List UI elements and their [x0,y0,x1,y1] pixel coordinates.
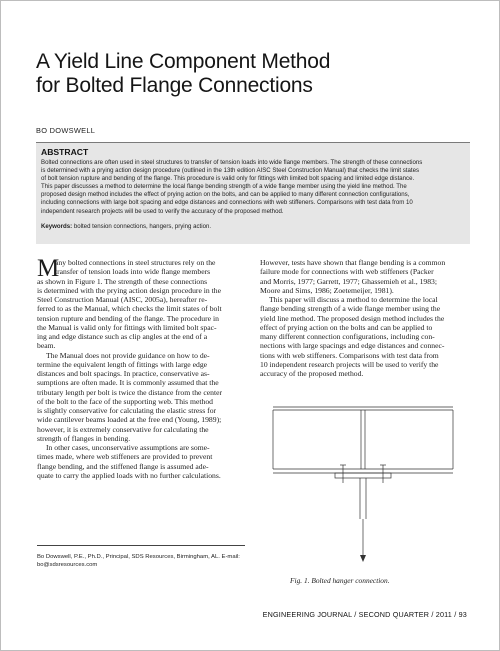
body-line: and Morris, 1977; Garrett, 1977; Ghassemieh et al., 1983; [260,276,437,286]
footnote-divider [37,545,245,546]
body-line: failure mode for connections with web stiffeners (Packer [260,267,434,277]
abstract-line: independent research projects will be used to verify the accuracy of the proposed method. [41,207,284,215]
abstract-line: Bolted connections are often used in steel structures to transfer of tension loads into wide flange members. The strength of these connections [41,159,423,166]
footnote-line: bo@sdsresources.com [37,562,98,568]
author-footnote [37,553,251,569]
body-line: This paper will discuss a method to determine the local [269,295,438,304]
abstract-box [36,142,470,244]
body-line: tributary length per bolt is twice the distance from the center [37,387,223,397]
body-line: strength of flanges in bending. [37,433,131,443]
drop-cap: M [37,255,60,282]
body-line: is slightly conservative for calculating the elastic stress for [37,406,217,415]
body-line: transfer of tension loads into wide flange members [55,267,211,277]
body-line: nections with large spacings and edge distances and connec- [260,341,445,351]
keywords-label: Keywords: [41,223,73,230]
running-footer: ENGINEERING JOURNAL / SECOND QUARTER / 2011 / 93 [262,610,467,619]
body-line: times made, where web stiffeners are provided to prevent [37,452,213,462]
abstract-heading: ABSTRACT [41,147,89,157]
body-line: as shown in Figure 1. The strength of these connections [37,276,208,286]
paper-title-line-2: for Bolted Flange Connections [36,74,313,97]
body-line: In other cases, unconservative assumptions are some- [46,443,210,452]
author-name: BO DOWSWELL [36,126,96,135]
body-column-left [37,255,251,480]
bolted-hanger-figure [263,399,463,574]
body-line: Steel Construction Manual (AISC, 2005a), hereafter re- [37,295,208,304]
body-line: any bolted connections in steel structures rely on the [55,258,216,267]
body-line: ferred to as the Manual, which checks the limit states of bolt [37,304,222,314]
body-line: however, it is extremely conservative for calculating the [37,424,209,434]
body-line: However, tests have shown that flange bending is a common [260,258,446,267]
body-column-right [260,258,474,378]
body-line: tension rupture and bending of the flange. The procedure in [37,313,219,323]
abstract-line: including connections with large bolt spacing and edge distances and connections with web stiffeners. Comparisons with test data from 10 [41,199,413,207]
body-line: flange bending, and the stiffened flange is assumed ade- [37,461,209,471]
body-line: accuracy of the proposed method. [260,369,364,378]
body-line: Moore and Sims, 1986; Zoetemeijer, 1981). [260,285,394,295]
body-line: beam. [37,341,56,351]
body-line: yield line method. The proposed design method includes the [260,313,445,323]
body-line: wide cantilever beams loaded at the free end (Young, 1989); [37,415,222,425]
body-line: many different connection configurations, including con- [260,332,435,341]
body-line: quate to carry the applied loads with no further calculations. [37,470,221,480]
body-line: ing and edge distance such as clip angles at the end of a [37,332,208,341]
keywords-text: bolted tension connections, hangers, prying action. [72,223,212,230]
body-line: The Manual does not provide guidance on how to de- [46,350,210,360]
body-line: sumptions are often made. It is commonly assumed that the [37,378,219,388]
body-line: of the bolt to the face of the supporting web. This method [37,396,213,406]
body-line: termine the equivalent length of fittings with large edge [37,359,208,369]
hanger-plate [335,473,391,478]
body-line: 10 independent research projects will be used to verify the [260,359,439,369]
keywords [41,223,467,231]
footnote-line: Bo Dowswell, P.E., Ph.D., Principal, SDS Resources, Birmingham, AL. E-mail: [37,554,240,560]
abstract-line: This paper discusses a method to determine the local flange bending strength of a wide flange member using the yield line method. The [41,183,407,191]
body-line: effect of prying action on the bolts and can be applied to [260,322,433,332]
paper-title-line-1: A Yield Line Component Method [36,50,331,73]
abstract-line: of bolt tension rupture and bending of the flange. This procedure is valid only for fittings with limited bolt spacing and limited edge distance. [41,175,415,183]
body-line: the Manual is valid only for fittings with limited bolt spac- [37,322,217,332]
abstract-line: is determined with a prying action design procedure (outlined in the 13th edition AISC Steel Construction Manual) that checks the limit states [41,167,420,175]
body-line: distances and bolt spacings. In practice, conservative as- [37,369,210,378]
abstract-line: proposed design method includes the effect of prying action on the bolts, and can be applied to many different connection configurations, [41,191,410,199]
figure-caption: Fig. 1. Bolted hanger connection. [290,576,390,585]
paper-title [36,50,476,98]
body-line: flange bending strength of a wide flange member using the [260,304,441,314]
body-line: is determined with the prying action design procedure in the [37,285,221,295]
abstract-body [41,159,467,216]
body-line: tions with web stiffeners. Comparisons with test data from [260,350,439,360]
load-arrow-icon [360,555,366,562]
